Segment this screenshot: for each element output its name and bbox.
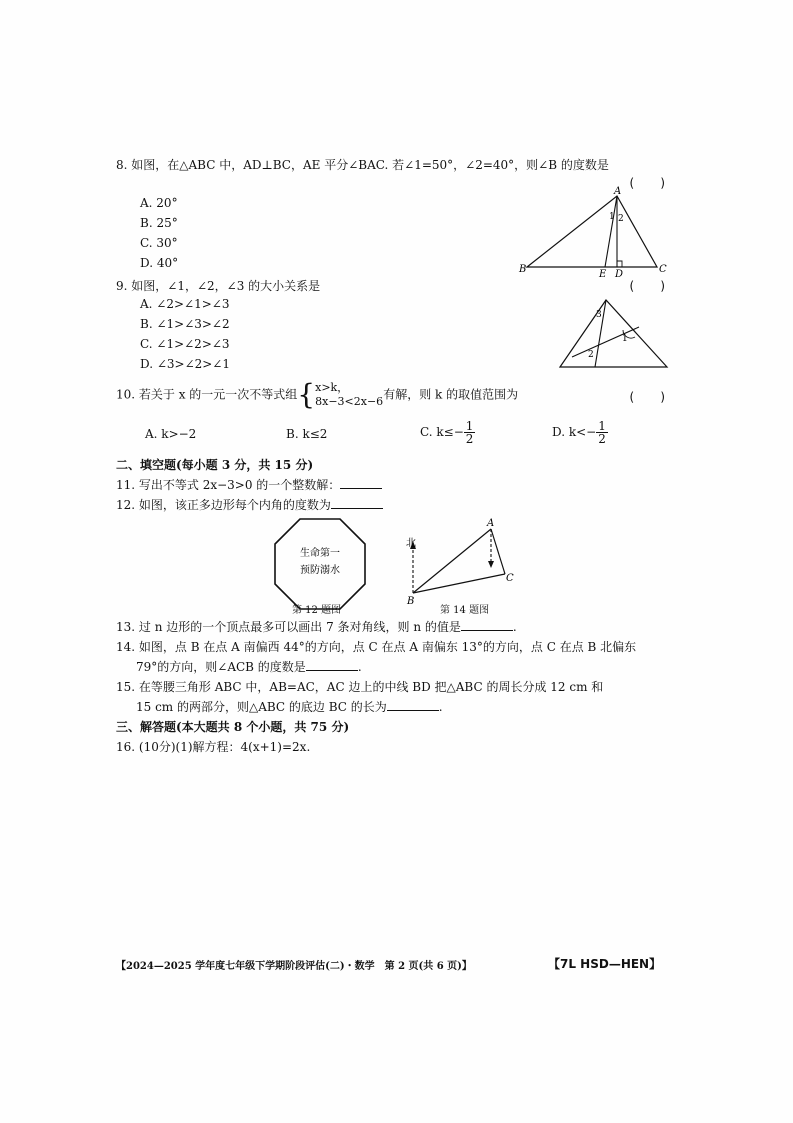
q10-option-d-prefix: D. k<− [552,425,597,439]
q14-line1: 14. 如图，点 B 在点 A 南偏西 44°的方向，点 C 在点 A 南偏东 13°的方向，点 C 在点 B 北偏东 [116,640,637,654]
q12-answer-blank[interactable] [331,497,383,509]
q10-system-line1: x>k， [315,381,349,394]
q11-stem: 11. 写出不等式 2x−3>0 的一个整数解： [116,478,341,492]
q9-option-b: B. ∠1>∠3>∠2 [140,317,230,331]
q14-label-c: C [506,573,514,584]
footer-left: 【2024—2025 学年度七年级下学期阶段评估(二)・数学 第 2 页(共 6 页)】 [116,961,472,972]
q8-option-b: B. 25° [140,216,178,230]
q13-text [116,618,517,635]
q10-system-line2: 8x−3<2x−6 [315,395,384,408]
q8-angle-2: 2 [618,214,624,224]
q15-stem: 15 cm 的两部分，则△ABC 的底边 BC 的长为 [136,700,387,714]
q10-answer-paren: ( ) [628,390,667,404]
fig12-caption: 第 12 题图 [292,605,342,616]
q10-brace: { [297,378,316,411]
q8-label-e: E [599,269,607,280]
q13-answer-blank[interactable] [461,619,513,631]
q14-answer-blank[interactable] [306,659,358,671]
q10-c-frac-num: 1 [465,419,474,433]
q9-triangle-figure [555,295,670,371]
q13-period: . [512,620,517,634]
q8-label-b: B [519,264,527,275]
q14-label-a: A [487,518,495,529]
section2-heading: 二、填空题(每小题 3 分，共 15 分) [116,458,314,472]
q16-text: 16. (10分)(1)解方程：4(x+1)=2x. [116,740,311,754]
q8-option-d: D. 40° [140,256,179,270]
q10-option-d [552,420,608,445]
q12-stem: 12. 如图，该正多边形每个内角的度数为 [116,498,331,512]
footer-right: 【7L HSD—HEN】 [548,957,662,971]
q14-line2 [136,658,362,675]
q9-option-c: C. ∠1>∠2>∠3 [140,337,230,351]
q15-period: . [438,700,443,714]
q9-option-d: D. ∠3>∠2>∠1 [140,357,230,371]
q10-stem-suffix: 有解，则 k 的取值范围为 [383,387,519,402]
q14-label-b: B [407,596,415,607]
q15-answer-blank[interactable] [387,699,439,711]
q9-angle-1: 1 [622,334,628,344]
q8-option-a: A. 20° [140,196,178,210]
q8-label-c: C [659,264,667,275]
q14-period: . [357,660,362,674]
q10-c-frac-den: 2 [465,432,474,446]
q10-option-c [420,420,475,445]
q8-stem: 8. 如图，在△ABC 中，AD⊥BC，AE 平分∠BAC. 若∠1=50°，∠2=40°，则∠B 的度数是 [116,158,609,172]
q10-option-c-prefix: C. k≤− [420,425,464,439]
q11-answer-blank[interactable] [340,477,382,489]
q10-option-c-fraction [464,420,476,445]
q14-direction-figure [404,516,524,606]
q9-angle-3: 3 [596,310,602,320]
q11-text [116,476,382,493]
q9-angle-2: 2 [588,350,594,360]
q14-stem: 79°的方向，则∠ACB 的度数是 [136,660,306,674]
fig14-caption: 第 14 题图 [440,605,490,616]
q12-text [116,496,383,513]
section3-heading: 三、解答题(本大题共 8 个小题，共 75 分) [116,720,350,734]
q10-stem [116,378,519,411]
q14-north-label: 北 [406,538,416,549]
q10-d-frac-num: 1 [598,419,606,433]
q9-stem: 9. 如图，∠1，∠2，∠3 的大小关系是 [116,279,321,293]
q8-angle-1: 1 [609,212,615,222]
q10-d-frac-den: 2 [598,432,606,446]
q10-option-d-fraction [596,420,608,445]
q9-answer-paren: ( ) [628,279,667,293]
q8-label-a: A [614,186,622,197]
q10-option-b: B. k≤2 [286,427,328,441]
q15-line2 [136,698,443,715]
q10-system [315,381,383,409]
q9-option-a: A. ∠2>∠1>∠3 [140,297,230,311]
q8-triangle-figure [515,188,675,278]
octagon-text-line1: 生命第一 [300,548,340,559]
q12-octagon-figure [272,516,368,612]
q8-option-c: C. 30° [140,236,178,250]
q13-stem: 13. 过 n 边形的一个顶点最多可以画出 7 条对角线，则 n 的值是 [116,620,461,634]
q8-label-d: D [615,269,624,280]
octagon-text-line2: 预防溺水 [300,565,340,576]
q10-option-a: A. k>−2 [145,427,197,441]
q10-stem-prefix: 10. 若关于 x 的一元一次不等式组 [116,387,298,402]
q15-line1: 15. 在等腰三角形 ABC 中，AB=AC，AC 边上的中线 BD 把△ABC 的周长分成 12 cm 和 [116,680,604,694]
q8-answer-paren: ( ) [628,176,667,190]
